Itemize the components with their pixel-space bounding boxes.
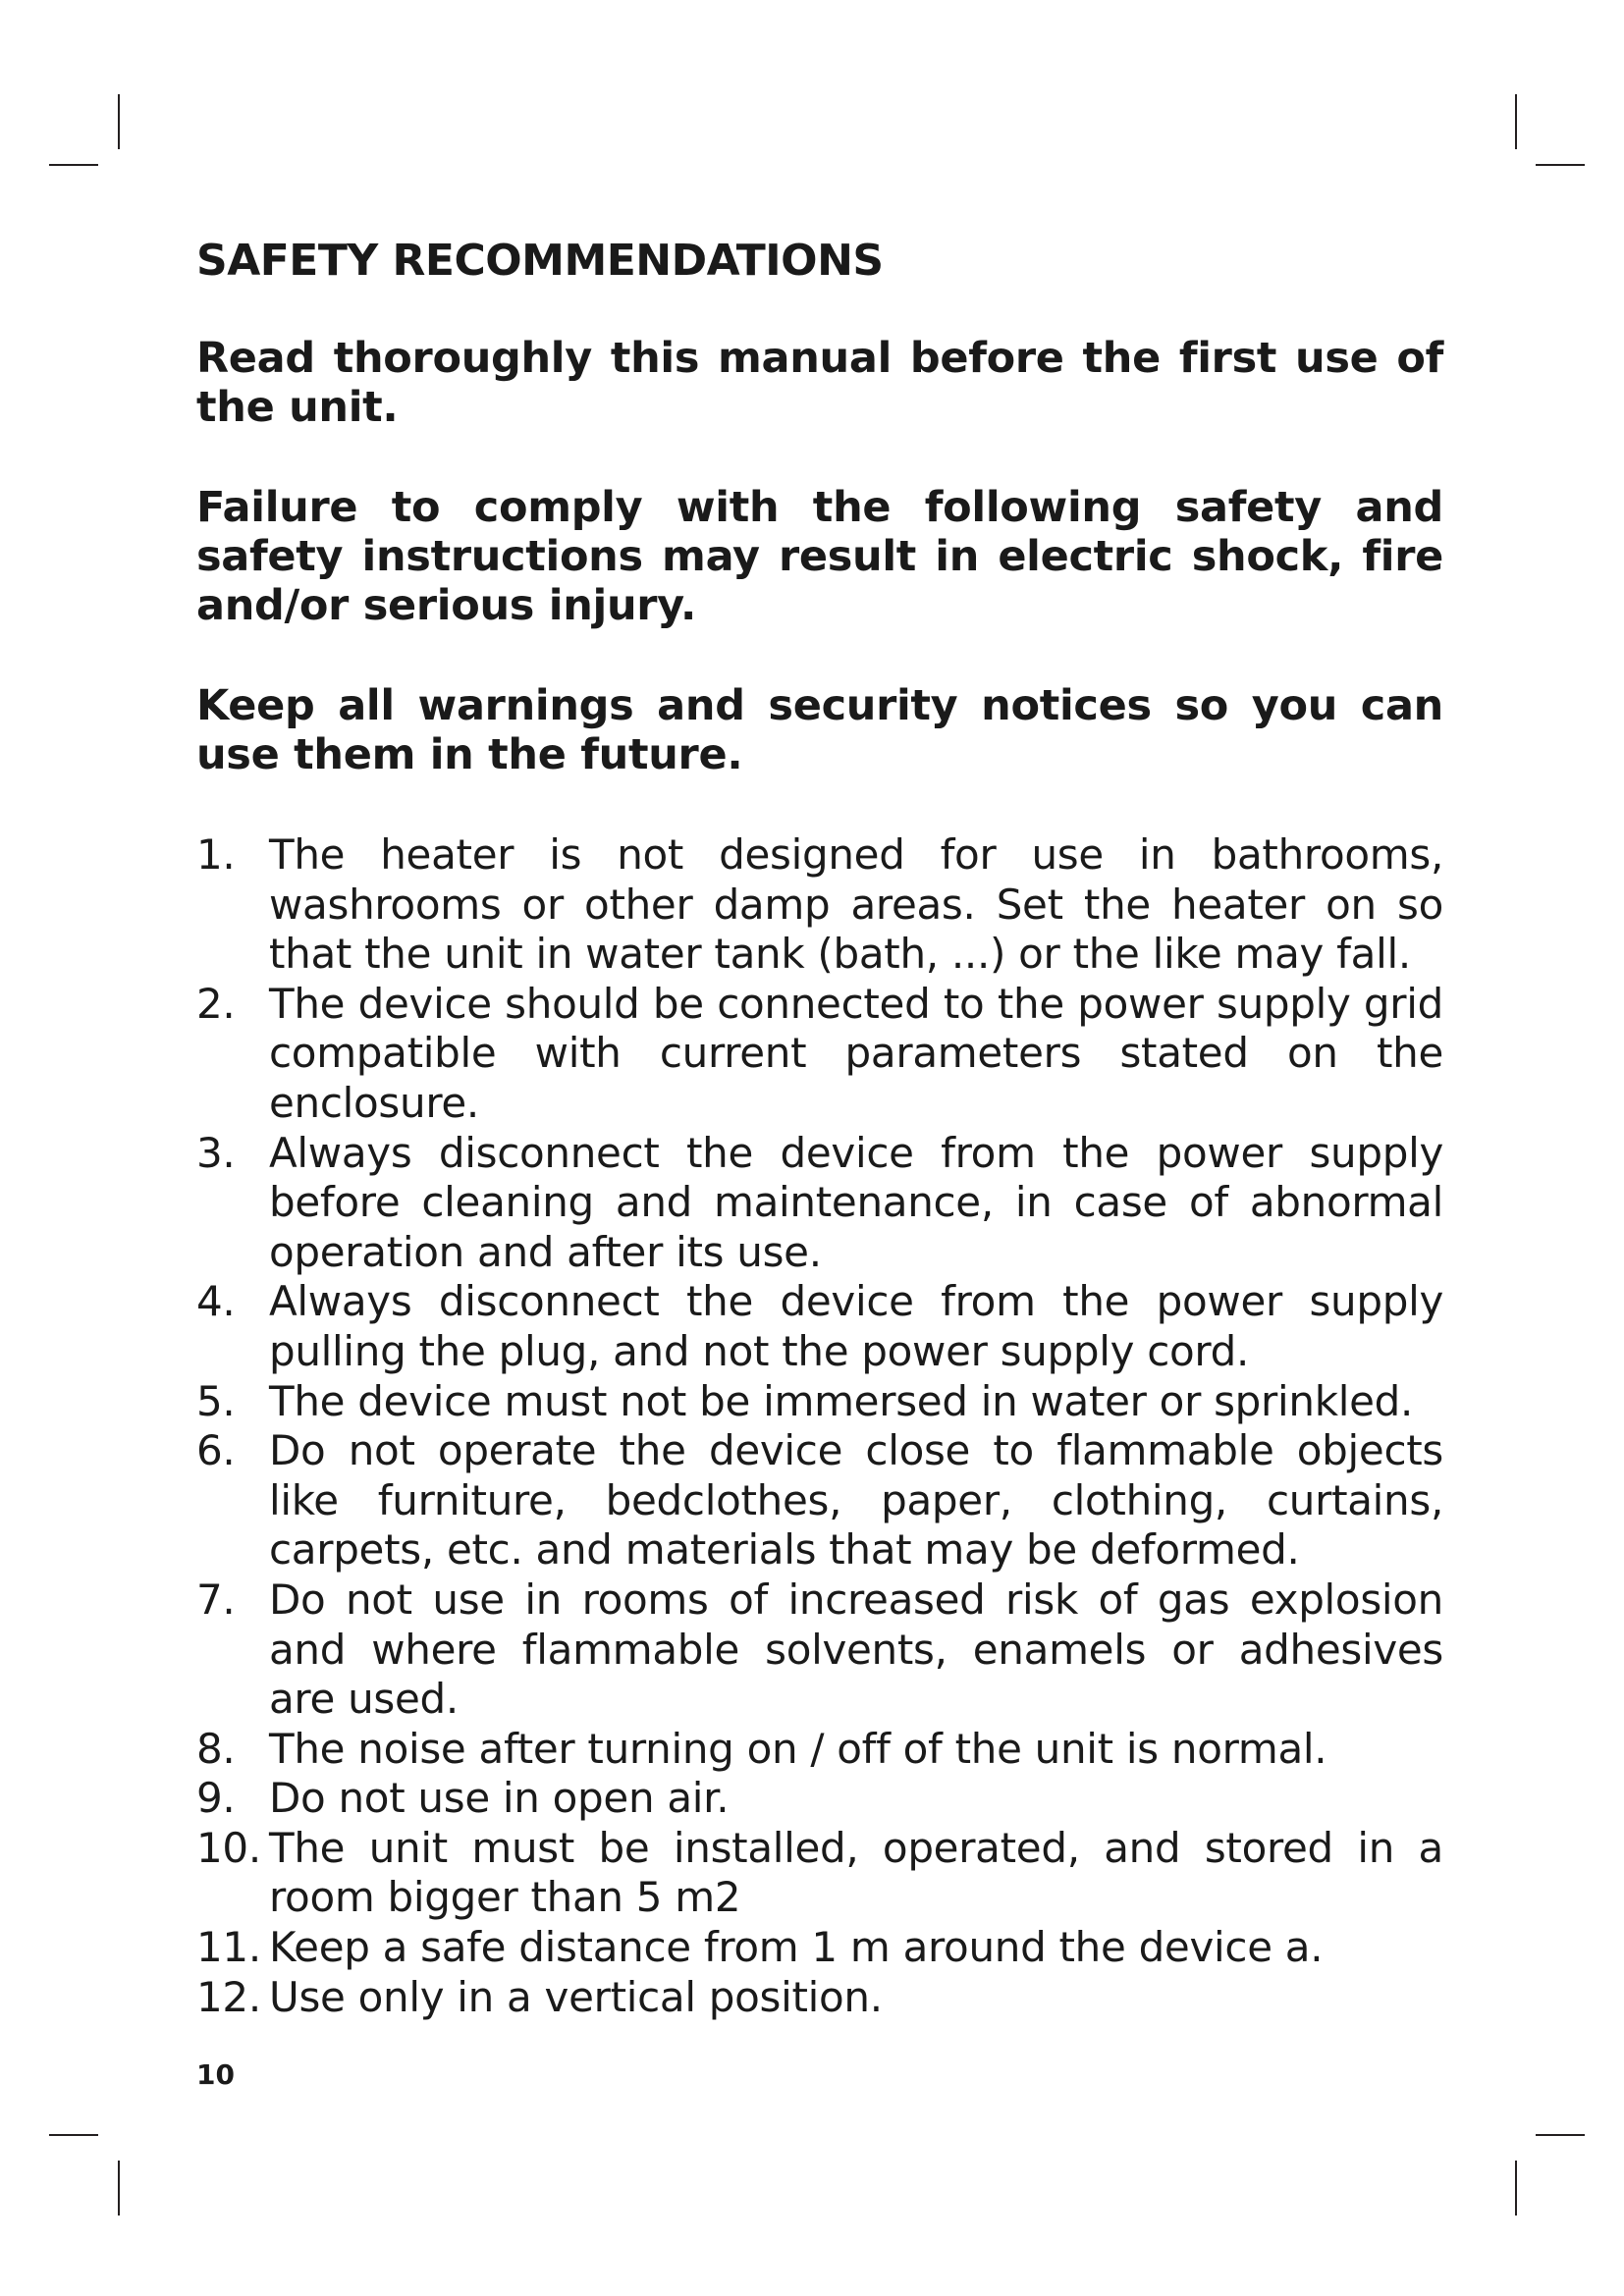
list-item-text: Do not use in open air. <box>269 1774 730 1823</box>
crop-mark-top-right-vertical <box>1515 94 1517 149</box>
list-item <box>196 1725 1443 1775</box>
crop-mark-bottom-left-horizontal <box>49 2134 98 2136</box>
crop-mark-top-right-horizontal <box>1536 164 1585 166</box>
list-item-text: The device should be connected to the power supply grid compatible with current parameters stated on the enclosure. <box>269 979 1443 1127</box>
list-item-text: The heater is not designed for use in bathrooms, washrooms or other damp areas. Set the heater on so that the unit in water tank (bath, ...) or the like may fall. <box>269 830 1443 979</box>
list-item-number: 9. <box>196 1774 236 1823</box>
list-item-text: The unit must be installed, operated, and stored in a room bigger than 5 m2 <box>269 1823 1443 1922</box>
list-item-text: Do not use in rooms of increased risk of gas explosion and where flammable solvents, enamels or adhesives are used. <box>269 1575 1443 1724</box>
intro-keep-warnings: Keep all warnings and security notices so you can use them in the future. <box>196 681 1443 779</box>
intro-read-manual: Read thoroughly this manual before the first use of the unit. <box>196 334 1443 432</box>
list-item <box>196 1973 1443 2023</box>
crop-mark-bottom-right-horizontal <box>1536 2134 1585 2136</box>
list-item-text: Keep a safe distance from 1 m around the device a. <box>269 1923 1324 1972</box>
list-item-number: 12. <box>196 1972 261 2021</box>
list-item <box>196 1824 1443 1923</box>
list-item-number: 6. <box>196 1426 236 1475</box>
list-item-number: 2. <box>196 979 236 1028</box>
list-item-number: 11. <box>196 1923 261 1972</box>
list-item <box>196 1575 1443 1725</box>
list-item-text: Use only in a vertical position. <box>269 1972 883 2021</box>
crop-mark-top-left-horizontal <box>49 164 98 166</box>
list-item-text: Always disconnect the device from the power supply before cleaning and maintenance, in case of abnormal operation and after its use. <box>269 1128 1443 1276</box>
list-item-text: The device must not be immersed in water or sprinkled. <box>269 1376 1414 1425</box>
list-item-number: 4. <box>196 1277 236 1326</box>
list-item <box>196 1426 1443 1575</box>
list-item <box>196 1774 1443 1824</box>
list-item <box>196 1923 1443 1973</box>
crop-mark-bottom-left-vertical <box>118 2161 120 2216</box>
page-title: SAFETY RECOMMENDATIONS <box>196 236 884 286</box>
list-item-number: 5. <box>196 1376 236 1425</box>
list-item-text: Always disconnect the device from the power supply pulling the plug, and not the power supply cord. <box>269 1277 1443 1375</box>
page-content <box>196 232 1443 2022</box>
list-item <box>196 1277 1443 1376</box>
crop-mark-top-left-vertical <box>118 94 120 149</box>
list-item-text: The noise after turning on / off of the unit is normal. <box>269 1724 1327 1773</box>
crop-mark-bottom-right-vertical <box>1515 2161 1517 2216</box>
list-item <box>196 980 1443 1129</box>
list-item-number: 1. <box>196 830 236 879</box>
list-item-number: 8. <box>196 1724 236 1773</box>
intro-failure-warning: Failure to comply with the following safety and safety instructions may result in electric shock, fire and/or serious injury. <box>196 483 1443 630</box>
list-item-number: 10. <box>196 1823 261 1872</box>
list-item-number: 7. <box>196 1575 236 1624</box>
list-item-number: 3. <box>196 1128 236 1177</box>
list-item-text: Do not operate the device close to flammable objects like furniture, bedclothes, paper, clothing, curtains, carpets, etc. and materials that may be deformed. <box>269 1426 1443 1575</box>
safety-list <box>196 830 1443 2022</box>
list-item <box>196 1129 1443 1278</box>
list-item <box>196 830 1443 980</box>
list-item <box>196 1377 1443 1427</box>
page-number: 10 <box>196 2058 235 2091</box>
